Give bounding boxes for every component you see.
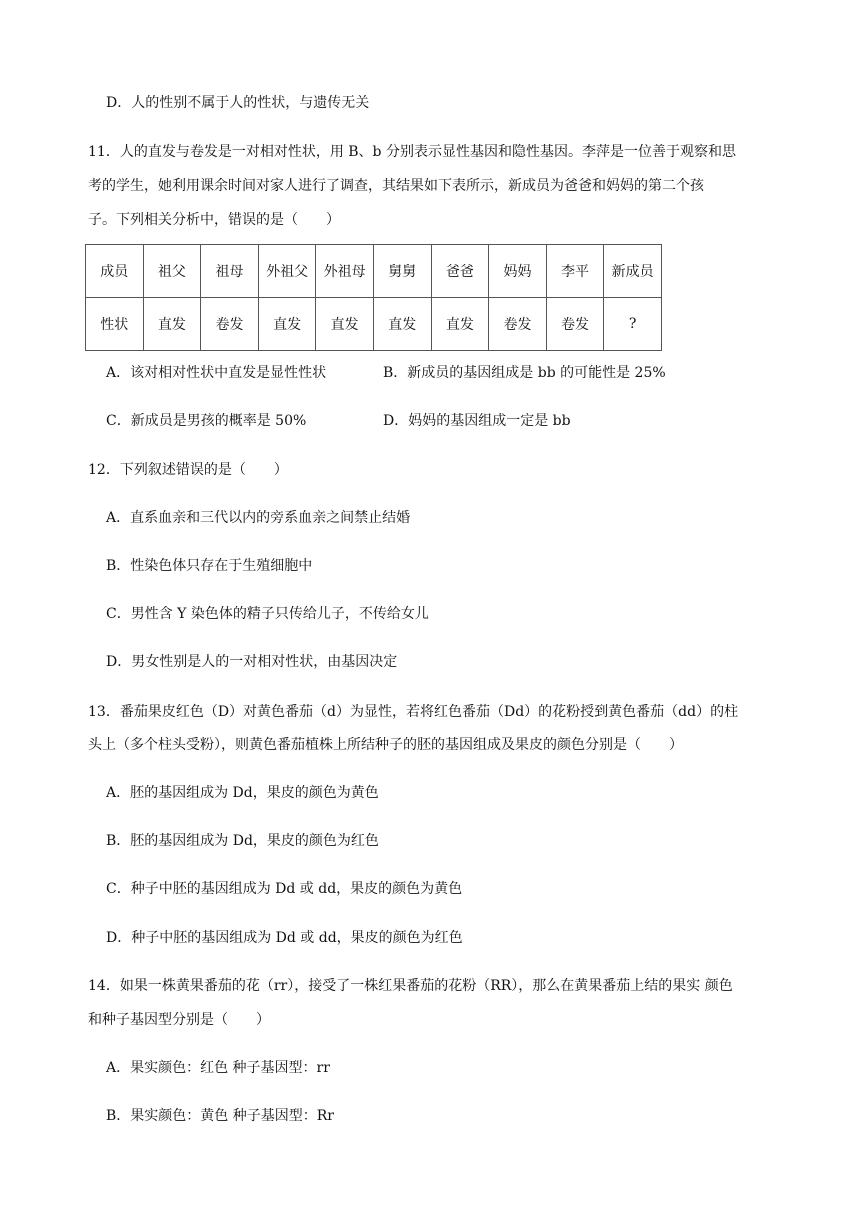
question-13-stem-line-1: 13．番茄果皮红色（D）对黄色番茄（d）为显性，若将红色番茄（Dd）的花粉授到黄色番茄（dd）的柱 — [88, 704, 739, 720]
question-14-stem-line-2: 和种子基因型分别是（ ） — [88, 1012, 270, 1028]
table-cell: 性状 — [86, 298, 144, 351]
question-12-option-c: C．男性含 Y 染色体的精子只传给儿子，不传给女儿 — [106, 606, 429, 622]
table-cell: 直发 — [431, 298, 489, 351]
table-cell: 卷发 — [546, 298, 604, 351]
family-trait-table — [85, 244, 662, 351]
question-14-option-a: A．果实颜色：红色 种子基因型：rr — [106, 1060, 330, 1076]
table-cell: 卷发 — [489, 298, 547, 351]
table-cell: 新成员 — [604, 245, 662, 298]
table-cell: 卷发 — [201, 298, 259, 351]
question-13-option-b: B．胚的基因组成为 Dd，果皮的颜色为红色 — [106, 833, 379, 849]
question-13-stem-line-2: 头上（多个柱头受粉），则黄色番茄植株上所结种子的胚的基因组成及果皮的颜色分别是（ ） — [88, 737, 683, 753]
question-11-stem-line-3: 子。下列相关分析中，错误的是（ ） — [88, 212, 340, 228]
table-cell: 直发 — [373, 298, 431, 351]
table-cell: 成员 — [86, 245, 144, 298]
question-13-option-c: C．种子中胚的基因组成为 Dd 或 dd，果皮的颜色为黄色 — [106, 881, 463, 897]
question-11-stem-line-1: 11．人的直发与卷发是一对相对性状，用 B、b 分别表示显性基因和隐性基因。李萍是一位善于观察和思 — [88, 144, 736, 160]
question-12-stem: 12．下列叙述错误的是（ ） — [88, 462, 288, 478]
question-13-option-d: D．种子中胚的基因组成为 Dd 或 dd，果皮的颜色为红色 — [106, 930, 463, 946]
table-cell: 爸爸 — [431, 245, 489, 298]
question-11-option-a: A．该对相对性状中直发是显性性状 — [106, 365, 327, 381]
table-cell: 直发 — [143, 298, 201, 351]
question-13-option-a: A．胚的基因组成为 Dd，果皮的颜色为黄色 — [106, 785, 379, 801]
table-header-row — [86, 245, 662, 298]
question-14-option-b: B．果实颜色：黄色 种子基因型：Rr — [106, 1108, 334, 1124]
question-11-option-d: D．妈妈的基因组成一定是 bb — [383, 413, 571, 429]
table-cell: 直发 — [258, 298, 316, 351]
question-11-option-b: B．新成员的基因组成是 bb 的可能性是 25% — [383, 365, 666, 381]
table-cell: 李平 — [546, 245, 604, 298]
question-12-option-b: B．性染色体只存在于生殖细胞中 — [106, 558, 313, 574]
question-11-stem-line-2: 考的学生，她利用课余时间对家人进行了调查，其结果如下表所示，新成员为爸爸和妈妈的第二个孩 — [88, 178, 704, 194]
table-cell: ? — [604, 298, 662, 351]
table-cell: 外祖父 — [258, 245, 316, 298]
question-11-option-c: C．新成员是男孩的概率是 50% — [106, 413, 307, 429]
table-cell: 直发 — [316, 298, 374, 351]
question-12-option-a: A．直系血亲和三代以内的旁系血亲之间禁止结婚 — [106, 510, 411, 526]
table-row — [86, 298, 662, 351]
table-cell: 妈妈 — [489, 245, 547, 298]
table-cell: 祖母 — [201, 245, 259, 298]
table-cell: 舅舅 — [373, 245, 431, 298]
table-cell: 祖父 — [143, 245, 201, 298]
table-cell: 外祖母 — [316, 245, 374, 298]
question-10-option-d: D．人的性别不属于人的性状，与遗传无关 — [106, 95, 370, 111]
question-12-option-d: D．男女性别是人的一对相对性状，由基因决定 — [106, 654, 398, 670]
question-14-stem-line-1: 14．如果一株黄果番茄的花（rr），接受了一株红果番茄的花粉（RR），那么在黄果番茄上结的果实 颜色 — [88, 978, 733, 994]
